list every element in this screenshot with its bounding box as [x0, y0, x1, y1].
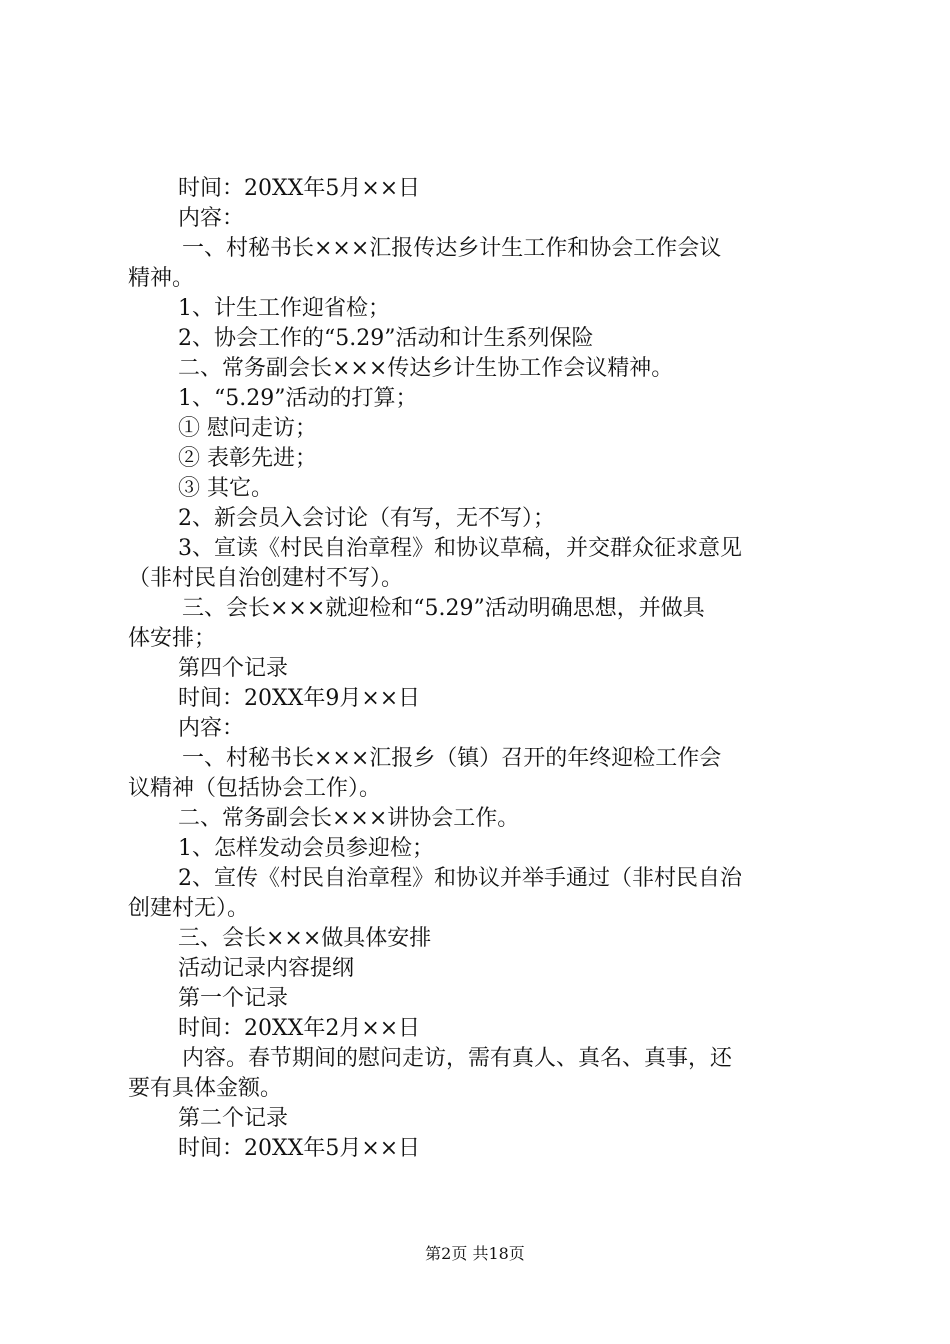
- text-line: ② 表彰先进；: [178, 446, 317, 471]
- text-line: 创建村无）。: [128, 896, 250, 921]
- text-line: 时间：20XX年2月××日: [178, 1016, 421, 1041]
- text-line: 体安排；: [128, 626, 217, 651]
- document-body: [128, 174, 832, 1164]
- text-line: 时间：20XX年5月××日: [178, 176, 421, 201]
- text-line: 二、常务副会长×××传达乡计生协工作会议精神。: [178, 356, 674, 381]
- text-line: 要有具体金额。: [128, 1076, 283, 1101]
- text-line: 1、怎样发动会员参迎检；: [178, 836, 434, 861]
- text-line: 时间：20XX年5月××日: [178, 1136, 421, 1161]
- text-line: （非村民自治创建村不写）。: [128, 566, 404, 591]
- section-heading: 第二个记录: [178, 1106, 289, 1131]
- text-line: 2、协会工作的“5.29”活动和计生系列保险: [178, 326, 594, 351]
- text-line: 三、会长×××做具体安排: [178, 926, 432, 951]
- text-line: 1、“5.29”活动的打算；: [178, 386, 418, 411]
- text-line: 内容。春节期间的慰问走访，需有真人、真名、真事，还: [182, 1046, 733, 1071]
- text-line: 2、宣传《村民自治章程》和协议并举手通过（非村民自治: [178, 866, 742, 891]
- text-line: 1、计生工作迎省检；: [178, 296, 390, 321]
- section-heading: 第一个记录: [178, 986, 289, 1011]
- section-heading: 第四个记录: [178, 656, 289, 681]
- text-line: 三、会长×××就迎检和“5.29”活动明确思想，并做具: [182, 596, 705, 621]
- text-line: 内容：: [178, 206, 245, 231]
- text-line: 内容：: [178, 716, 245, 741]
- text-line: ③ 其它。: [178, 476, 273, 501]
- text-line: 一、村秘书长×××汇报乡（镇）召开的年终迎检工作会: [182, 746, 722, 771]
- text-line: 二、常务副会长×××讲协会工作。: [178, 806, 520, 831]
- text-line: 精神。: [128, 266, 195, 291]
- text-line: 2、新会员入会讨论（有写，无不写）；: [178, 506, 555, 531]
- text-line: 时间：20XX年9月××日: [178, 686, 421, 711]
- text-line: 3、宣读《村民自治章程》和协议草稿，并交群众征求意见: [178, 536, 742, 561]
- text-line: 议精神（包括协会工作）。: [128, 776, 382, 801]
- text-line: 一、村秘书长×××汇报传达乡计生工作和协会工作会议: [182, 236, 722, 261]
- text-line: ① 慰问走访；: [178, 416, 317, 441]
- section-heading: 活动记录内容提纲: [178, 956, 355, 981]
- page-number-footer: 第2页 共18页: [425, 1244, 525, 1263]
